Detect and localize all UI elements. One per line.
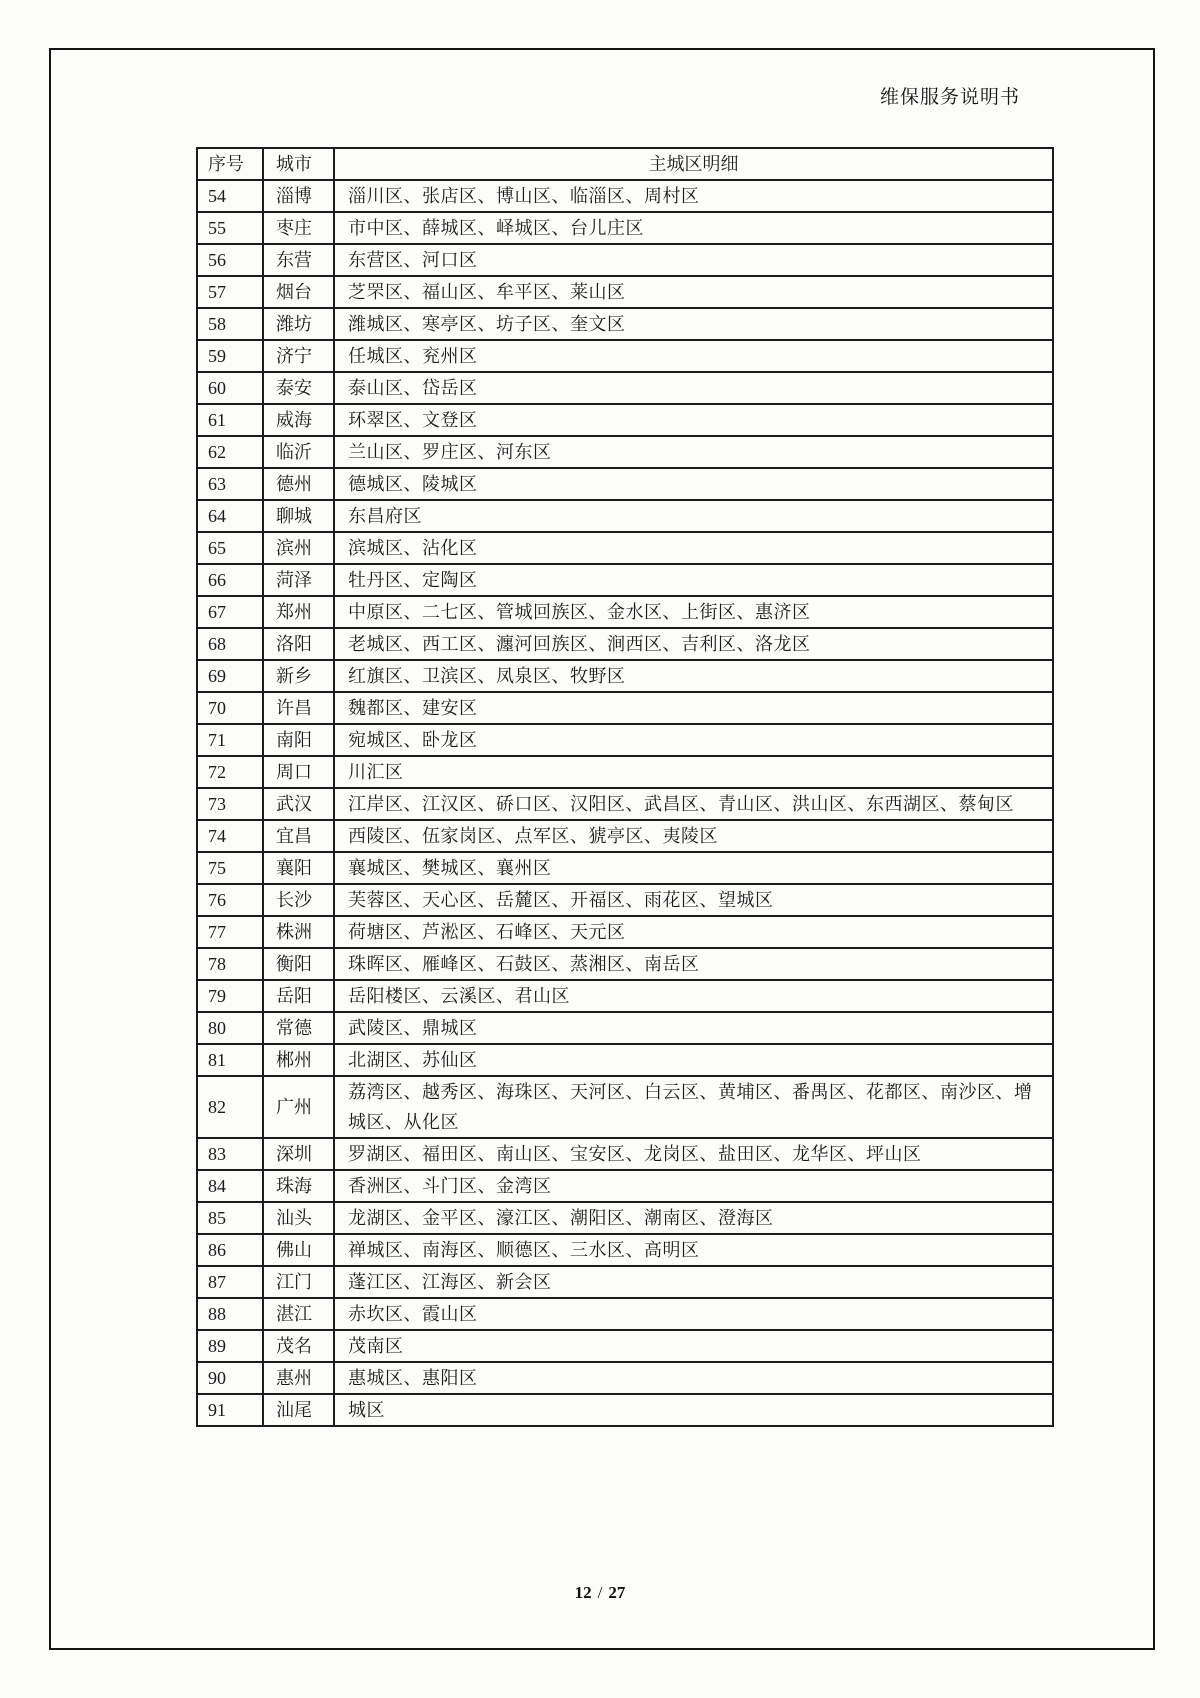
city-cell: 岳阳	[263, 980, 334, 1012]
table-row	[197, 916, 1053, 948]
table-row	[197, 852, 1053, 884]
row-number-cell: 55	[197, 212, 263, 244]
districts-cell: 滨城区、沾化区	[334, 532, 1053, 564]
city-cell: 衡阳	[263, 948, 334, 980]
table-row	[197, 820, 1053, 852]
districts-cell: 川汇区	[334, 756, 1053, 788]
city-districts-table	[196, 147, 1054, 1427]
row-number-cell: 85	[197, 1202, 263, 1234]
row-number-cell: 82	[197, 1076, 263, 1138]
row-number-cell: 75	[197, 852, 263, 884]
city-cell: 湛江	[263, 1298, 334, 1330]
city-cell: 汕头	[263, 1202, 334, 1234]
row-number-cell: 54	[197, 180, 263, 212]
city-cell: 聊城	[263, 500, 334, 532]
row-number-cell: 66	[197, 564, 263, 596]
districts-cell: 牡丹区、定陶区	[334, 564, 1053, 596]
districts-cell: 蓬江区、江海区、新会区	[334, 1266, 1053, 1298]
table-row	[197, 1234, 1053, 1266]
table-header-row	[197, 148, 1053, 180]
row-number-cell: 76	[197, 884, 263, 916]
city-cell: 东营	[263, 244, 334, 276]
city-cell: 许昌	[263, 692, 334, 724]
districts-cell: 罗湖区、福田区、南山区、宝安区、龙岗区、盐田区、龙华区、坪山区	[334, 1138, 1053, 1170]
districts-cell: 东营区、河口区	[334, 244, 1053, 276]
row-number-cell: 77	[197, 916, 263, 948]
row-number-cell: 87	[197, 1266, 263, 1298]
row-number-cell: 68	[197, 628, 263, 660]
table-row	[197, 756, 1053, 788]
table-row	[197, 372, 1053, 404]
districts-cell: 香洲区、斗门区、金湾区	[334, 1170, 1053, 1202]
districts-cell: 市中区、薛城区、峄城区、台儿庄区	[334, 212, 1053, 244]
city-cell: 常德	[263, 1012, 334, 1044]
row-number-cell: 58	[197, 308, 263, 340]
table-row	[197, 212, 1053, 244]
districts-cell: 荔湾区、越秀区、海珠区、天河区、白云区、黄埔区、番禺区、花都区、南沙区、增城区、从化区	[334, 1076, 1053, 1138]
table-row	[197, 1170, 1053, 1202]
row-number-cell: 69	[197, 660, 263, 692]
city-cell: 南阳	[263, 724, 334, 756]
table-row	[197, 564, 1053, 596]
city-cell: 菏泽	[263, 564, 334, 596]
table-row	[197, 628, 1053, 660]
page-number-total: 27	[608, 1583, 626, 1602]
city-cell: 周口	[263, 756, 334, 788]
city-cell: 新乡	[263, 660, 334, 692]
city-cell: 广州	[263, 1076, 334, 1138]
row-number-cell: 72	[197, 756, 263, 788]
table-row	[197, 1044, 1053, 1076]
districts-cell: 襄城区、樊城区、襄州区	[334, 852, 1053, 884]
districts-cell: 淄川区、张店区、博山区、临淄区、周村区	[334, 180, 1053, 212]
city-cell: 洛阳	[263, 628, 334, 660]
table-row	[197, 180, 1053, 212]
column-header-city: 城市	[263, 148, 334, 180]
table-row	[197, 468, 1053, 500]
row-number-cell: 60	[197, 372, 263, 404]
table-row	[197, 244, 1053, 276]
table-row	[197, 788, 1053, 820]
document-header-title: 维保服务说明书	[879, 87, 1020, 108]
page-number-current: 12	[574, 1583, 592, 1602]
row-number-cell: 78	[197, 948, 263, 980]
row-number-cell: 70	[197, 692, 263, 724]
table-row	[197, 1362, 1053, 1394]
table-row	[197, 692, 1053, 724]
districts-cell: 东昌府区	[334, 500, 1053, 532]
districts-cell: 岳阳楼区、云溪区、君山区	[334, 980, 1053, 1012]
districts-cell: 西陵区、伍家岗区、点军区、猇亭区、夷陵区	[334, 820, 1053, 852]
city-cell: 临沂	[263, 436, 334, 468]
districts-cell: 龙湖区、金平区、濠江区、潮阳区、潮南区、澄海区	[334, 1202, 1053, 1234]
districts-cell: 芝罘区、福山区、牟平区、莱山区	[334, 276, 1053, 308]
city-cell: 武汉	[263, 788, 334, 820]
page-number	[0, 1583, 1200, 1603]
row-number-cell: 64	[197, 500, 263, 532]
row-number-cell: 56	[197, 244, 263, 276]
city-cell: 德州	[263, 468, 334, 500]
row-number-cell: 89	[197, 1330, 263, 1362]
districts-cell: 中原区、二七区、管城回族区、金水区、上街区、惠济区	[334, 596, 1053, 628]
districts-cell: 环翠区、文登区	[334, 404, 1053, 436]
row-number-cell: 71	[197, 724, 263, 756]
city-cell: 烟台	[263, 276, 334, 308]
districts-cell: 魏都区、建安区	[334, 692, 1053, 724]
city-cell: 汕尾	[263, 1394, 334, 1426]
districts-cell: 宛城区、卧龙区	[334, 724, 1053, 756]
table-row	[197, 1076, 1053, 1138]
city-cell: 珠海	[263, 1170, 334, 1202]
row-number-cell: 62	[197, 436, 263, 468]
table-row	[197, 884, 1053, 916]
page-number-separator: /	[597, 1583, 603, 1602]
city-cell: 济宁	[263, 340, 334, 372]
row-number-cell: 84	[197, 1170, 263, 1202]
table-row	[197, 596, 1053, 628]
table-row	[197, 1012, 1053, 1044]
city-cell: 惠州	[263, 1362, 334, 1394]
districts-cell: 惠城区、惠阳区	[334, 1362, 1053, 1394]
city-cell: 潍坊	[263, 308, 334, 340]
table-row	[197, 724, 1053, 756]
districts-cell: 潍城区、寒亭区、坊子区、奎文区	[334, 308, 1053, 340]
city-cell: 威海	[263, 404, 334, 436]
table-row	[197, 1394, 1053, 1426]
table-row	[197, 980, 1053, 1012]
districts-cell: 芙蓉区、天心区、岳麓区、开福区、雨花区、望城区	[334, 884, 1053, 916]
table-row	[197, 340, 1053, 372]
districts-cell: 荷塘区、芦淞区、石峰区、天元区	[334, 916, 1053, 948]
table-row	[197, 660, 1053, 692]
districts-cell: 红旗区、卫滨区、凤泉区、牧野区	[334, 660, 1053, 692]
city-cell: 郴州	[263, 1044, 334, 1076]
city-cell: 滨州	[263, 532, 334, 564]
row-number-cell: 59	[197, 340, 263, 372]
row-number-cell: 83	[197, 1138, 263, 1170]
districts-cell: 禅城区、南海区、顺德区、三水区、高明区	[334, 1234, 1053, 1266]
row-number-cell: 57	[197, 276, 263, 308]
districts-cell: 茂南区	[334, 1330, 1053, 1362]
table-row	[197, 1298, 1053, 1330]
row-number-cell: 80	[197, 1012, 263, 1044]
row-number-cell: 90	[197, 1362, 263, 1394]
row-number-cell: 61	[197, 404, 263, 436]
city-cell: 淄博	[263, 180, 334, 212]
table-row	[197, 1330, 1053, 1362]
table-row	[197, 276, 1053, 308]
table-row	[197, 404, 1053, 436]
table-body	[197, 180, 1053, 1426]
table-row	[197, 1138, 1053, 1170]
row-number-cell: 86	[197, 1234, 263, 1266]
districts-cell: 江岸区、江汉区、硚口区、汉阳区、武昌区、青山区、洪山区、东西湖区、蔡甸区	[334, 788, 1053, 820]
table-row	[197, 532, 1053, 564]
row-number-cell: 63	[197, 468, 263, 500]
table-row	[197, 500, 1053, 532]
table-row	[197, 1202, 1053, 1234]
districts-cell: 德城区、陵城区	[334, 468, 1053, 500]
city-cell: 深圳	[263, 1138, 334, 1170]
row-number-cell: 74	[197, 820, 263, 852]
column-header-districts: 主城区明细	[334, 148, 1053, 180]
city-cell: 佛山	[263, 1234, 334, 1266]
row-number-cell: 88	[197, 1298, 263, 1330]
table-row	[197, 1266, 1053, 1298]
table-row	[197, 948, 1053, 980]
table-row	[197, 308, 1053, 340]
districts-cell: 赤坎区、霞山区	[334, 1298, 1053, 1330]
row-number-cell: 79	[197, 980, 263, 1012]
districts-cell: 任城区、兖州区	[334, 340, 1053, 372]
city-cell: 株洲	[263, 916, 334, 948]
city-cell: 泰安	[263, 372, 334, 404]
table-row	[197, 436, 1053, 468]
row-number-cell: 91	[197, 1394, 263, 1426]
city-cell: 枣庄	[263, 212, 334, 244]
districts-cell: 兰山区、罗庄区、河东区	[334, 436, 1053, 468]
districts-cell: 珠晖区、雁峰区、石鼓区、蒸湘区、南岳区	[334, 948, 1053, 980]
city-cell: 江门	[263, 1266, 334, 1298]
districts-cell: 老城区、西工区、瀍河回族区、涧西区、吉利区、洛龙区	[334, 628, 1053, 660]
city-cell: 茂名	[263, 1330, 334, 1362]
city-cell: 长沙	[263, 884, 334, 916]
row-number-cell: 65	[197, 532, 263, 564]
city-cell: 宜昌	[263, 820, 334, 852]
districts-cell: 北湖区、苏仙区	[334, 1044, 1053, 1076]
row-number-cell: 73	[197, 788, 263, 820]
city-cell: 襄阳	[263, 852, 334, 884]
districts-cell: 城区	[334, 1394, 1053, 1426]
districts-cell: 武陵区、鼎城区	[334, 1012, 1053, 1044]
column-header-no: 序号	[197, 148, 263, 180]
row-number-cell: 81	[197, 1044, 263, 1076]
city-cell: 郑州	[263, 596, 334, 628]
districts-cell: 泰山区、岱岳区	[334, 372, 1053, 404]
row-number-cell: 67	[197, 596, 263, 628]
table-header	[197, 148, 1053, 180]
